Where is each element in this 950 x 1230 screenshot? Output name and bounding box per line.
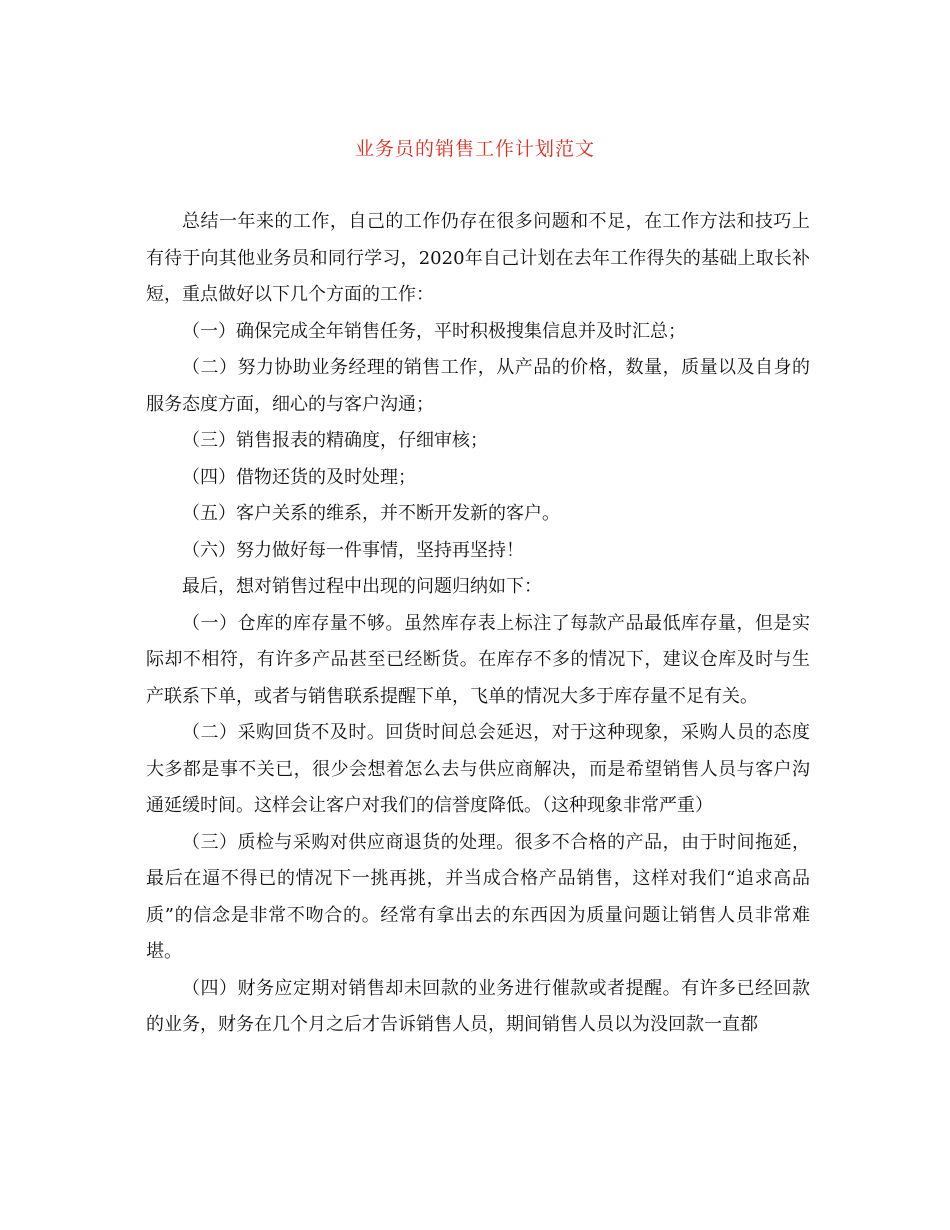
paragraph-plan-5: （五）客户关系的维系，并不断开发新的客户。 (182, 503, 560, 524)
paragraph-plan-6: （六）努力做好每一件事情，坚持再坚持！ (182, 539, 524, 561)
paragraph-plan-1: （一）确保完成全年销售任务，平时积极搜集信息并及时汇总； (182, 320, 686, 342)
paragraph-intro: 总结一年来的工作，自己的工作仍存在很多问题和不足，在工作方法和技巧上有待于向其他业务员和同行学习，2020年自己计划在去年工作得失的基础上取长补短，重点做好以下几个方面的工作： (146, 211, 810, 305)
document-title: 业务员的销售工作计划范文 (354, 138, 595, 160)
paragraph-plan-4: （四）借物还货的及时处理； (182, 466, 416, 488)
paragraph-issue-4: （四）财务应定期对销售却未回款的业务进行催款或者提醒。有许多已经回款的业务，财务在几个月之后才告诉销售人员，期间销售人员以为没回款一直都 (146, 977, 810, 1035)
paragraph-summary-intro: 最后，想对销售过程中出现的问题归纳如下： (182, 576, 542, 597)
paragraph-plan-3: （三）销售报表的精确度，仔细审核； (182, 430, 488, 451)
paragraph-issue-2: （二）采购回货不及时。回货时间总会延迟，对于这种现象，采购人员的态度大多都是事不关已，很少会想着怎么去与供应商解决，而是希望销售人员与客户沟通延缓时间。这样会让客户对我们的信誉度降低。（这种现象非常严重） (146, 722, 810, 816)
document-body (146, 204, 810, 1044)
paragraph-issue-1: （一）仓库的库存量不够。虽然库存表上标注了每款产品最低库存量，但是实际却不相符，有许多产品甚至已经断货。在库存不多的情况下，建议仓库及时与生产联系下单，或者与销售联系提醒下单，飞单的情况大多于库存量不足有关。 (146, 612, 810, 707)
paragraph-plan-2: （二）努力协助业务经理的销售工作，从产品的价格，数量，质量以及自身的服务态度方面，细心的与客户沟通； (146, 357, 810, 415)
paragraph-issue-3: （三）质检与采购对供应商退货的处理。很多不合格的产品，由于时间拖延，最后在逼不得已的情况下一挑再挑，并当成合格产品销售，这样对我们“追求高品质”的信念是非常不吻合的。经常有拿出去的东西因为质量问题让销售人员非常难堪。 (146, 831, 810, 962)
